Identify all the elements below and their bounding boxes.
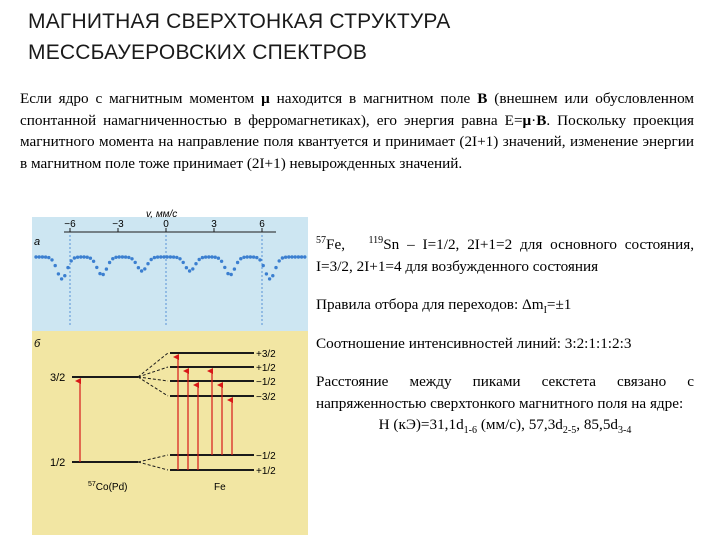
spectrum-point — [143, 267, 146, 270]
title-line-2: МЕССБАУЕРОВСКИХ СПЕКТРОВ — [28, 41, 368, 64]
spectrum-point — [172, 255, 175, 258]
spectrum-point — [98, 272, 101, 275]
spectrum-point — [300, 255, 303, 258]
intro-text-2: находится в магнитном поле — [269, 90, 478, 107]
spectrum-point — [290, 255, 293, 258]
spectrum-point — [242, 256, 245, 259]
tick-label-6: 6 — [259, 219, 265, 230]
spectrum-point — [63, 274, 66, 277]
source-label: $^{57}$Co(Pd) — [88, 481, 128, 493]
intro-text-1: Если ядро с магнитным моментом — [20, 90, 262, 107]
spectrum-point — [124, 255, 127, 258]
tick-label-3: 3 — [211, 219, 217, 230]
spectrum-point — [57, 272, 60, 275]
left-level-label-3-2: 3/2 — [50, 372, 66, 384]
spectrum-point — [114, 256, 117, 259]
right-level-label-3: −1/2 — [256, 377, 276, 388]
spectrum-point — [268, 277, 271, 280]
spectrum-point — [239, 257, 242, 260]
tick-label-minus3: −3 — [112, 219, 124, 230]
spectrum-point — [258, 258, 261, 261]
intro-text-4: . Поскольку проекция магнитного момента на направление поля квантуется и принимает (2I+1) значений, изменение энергии в магнитном поле тоже принимает (2I+1) невырожденных значений. — [20, 111, 694, 172]
panel-a-label: а — [34, 236, 41, 248]
intro-text-3: (внешнем или обусловленном спонтанной намагниченностью в ферромагнетиках), его энергия равна E= — [20, 90, 694, 129]
spectrum-point — [102, 273, 105, 276]
spectrum-point — [169, 255, 172, 258]
spectrum-point — [262, 264, 265, 267]
spectrum-point — [223, 266, 226, 269]
spectrum-point — [70, 259, 73, 262]
spectrum-point — [105, 267, 108, 270]
sn-mass-number: 119 — [368, 234, 384, 246]
spectrum-point — [118, 255, 121, 258]
fe-mass-number: 57 — [316, 234, 326, 246]
spectrum-point — [41, 255, 44, 258]
spectrum-point — [294, 255, 297, 258]
selection-rules — [316, 294, 694, 316]
spectrum-point — [287, 255, 290, 258]
right-text-column — [316, 234, 694, 436]
rules-end: =±1 — [546, 296, 572, 313]
spectrum-point — [159, 255, 162, 258]
spectrum-point — [191, 267, 194, 270]
spectrum-point — [134, 261, 137, 264]
spectrum-point — [60, 277, 63, 280]
panel-b-background — [32, 331, 308, 535]
spectrum-point — [86, 256, 89, 259]
spectrum-point — [150, 258, 153, 261]
spectrum-point — [182, 261, 185, 264]
spectrum-point — [34, 255, 37, 258]
spectrum-point — [230, 273, 233, 276]
rules-text: Правила отбора для переходов: Δm — [316, 296, 544, 313]
absorber-label: Fe — [214, 482, 226, 493]
spectrum-point — [284, 256, 287, 259]
right-level-label-6: +1/2 — [256, 466, 276, 477]
tick-label-minus6: −6 — [64, 219, 76, 230]
spectrum-point — [265, 272, 268, 275]
spectrum-point — [271, 274, 274, 277]
spectrum-point — [95, 266, 98, 269]
mossbauer-figure — [20, 205, 308, 535]
dot-symbol: · — [531, 111, 537, 129]
right-level-label-5: −1/2 — [256, 451, 276, 462]
spectrum-point — [226, 272, 229, 275]
spectrum-point — [233, 267, 236, 270]
mu-symbol: μ — [261, 90, 270, 107]
spectrum-point — [38, 255, 41, 258]
b-symbol-2: B — [536, 111, 547, 129]
spectrum-point — [47, 256, 50, 259]
spectrum-point — [204, 255, 207, 258]
spectrum-point — [249, 255, 252, 258]
panel-b-label: б — [34, 338, 41, 350]
spectrum-point — [246, 255, 249, 258]
spectrum-point — [50, 258, 53, 261]
isotopes-text: Sn – I=1/2, 2I+1=2 для основного состояния, I=3/2, 2I+1=4 для возбужденного состояния — [316, 236, 695, 275]
spectrum-point — [153, 256, 156, 259]
spectrum-point — [140, 269, 143, 272]
spectrum-point — [166, 255, 169, 258]
spectrum-point — [198, 258, 201, 261]
spectrum-point — [255, 256, 258, 259]
spectrum-point — [54, 264, 57, 267]
spectrum-point — [217, 257, 220, 260]
spectrum-point — [210, 255, 213, 258]
spectrum-point — [89, 257, 92, 260]
right-level-label-1: +3/2 — [256, 349, 276, 360]
spectrum-point — [146, 262, 149, 265]
spectrum-point — [178, 257, 181, 260]
spectrum-point — [207, 255, 210, 258]
spectrum-point — [108, 261, 111, 264]
spectrum-point — [236, 261, 239, 264]
b-symbol: B — [477, 90, 488, 107]
spectrum-point — [127, 256, 130, 259]
intensity-ratio: Соотношение интенсивностей линий: 3:2:1:1:2:3 — [316, 334, 632, 352]
spectrum-point — [111, 257, 114, 260]
spectrum-point — [252, 255, 255, 258]
isotopes-paragraph — [316, 234, 694, 277]
intro-paragraph — [20, 88, 694, 174]
spectrum-point — [79, 255, 82, 258]
spectrum-point — [44, 255, 47, 258]
spectrum-point — [303, 255, 306, 258]
spectrum-point — [73, 256, 76, 259]
title-line-1: МАГНИТНАЯ СВЕРХТОНКАЯ СТРУКТУРА — [28, 10, 451, 33]
axis-label: v, мм/с — [146, 209, 178, 220]
spectrum-point — [214, 256, 217, 259]
spectrum-point — [82, 255, 85, 258]
spectrum-point — [281, 256, 284, 259]
figure-svg — [20, 205, 308, 535]
slide-title — [28, 6, 708, 68]
spectrum-point — [137, 266, 140, 269]
tick-label-0: 0 — [163, 219, 169, 230]
spectrum-point — [278, 259, 281, 262]
fe-symbol: Fe, — [326, 236, 345, 253]
right-level-label-2: +1/2 — [256, 363, 276, 374]
rules-subscript: I — [543, 305, 547, 317]
spectrum-point — [66, 266, 69, 269]
spectrum-point — [121, 255, 124, 258]
spectrum-point — [130, 257, 133, 260]
field-formula: H $(кЭ)=31,1d_{1-6}$ (мм/с), $57,3d_{2-5}$, $85,5d_{3-4}$ — [378, 416, 632, 437]
spectrum-point — [220, 260, 223, 263]
spectrum-point — [76, 256, 79, 259]
distance-paragraph: Расстояние между пиками секстета связано с напряженностью сверхтонкого магнитного поля на ядре: — [316, 373, 694, 412]
spectrum-point — [185, 266, 188, 269]
spectrum-point — [156, 255, 159, 258]
left-level-label-1-2: 1/2 — [50, 457, 66, 469]
spectrum-point — [194, 262, 197, 265]
spectrum-point — [162, 255, 165, 258]
spectrum-point — [188, 269, 191, 272]
spectrum-point — [297, 255, 300, 258]
spectrum-point — [274, 266, 277, 269]
spectrum-point — [201, 256, 204, 259]
right-level-label-4: −3/2 — [256, 392, 276, 403]
spectrum-point — [92, 260, 95, 263]
mu-symbol-2: μ — [522, 111, 532, 129]
spectrum-point — [175, 256, 178, 259]
